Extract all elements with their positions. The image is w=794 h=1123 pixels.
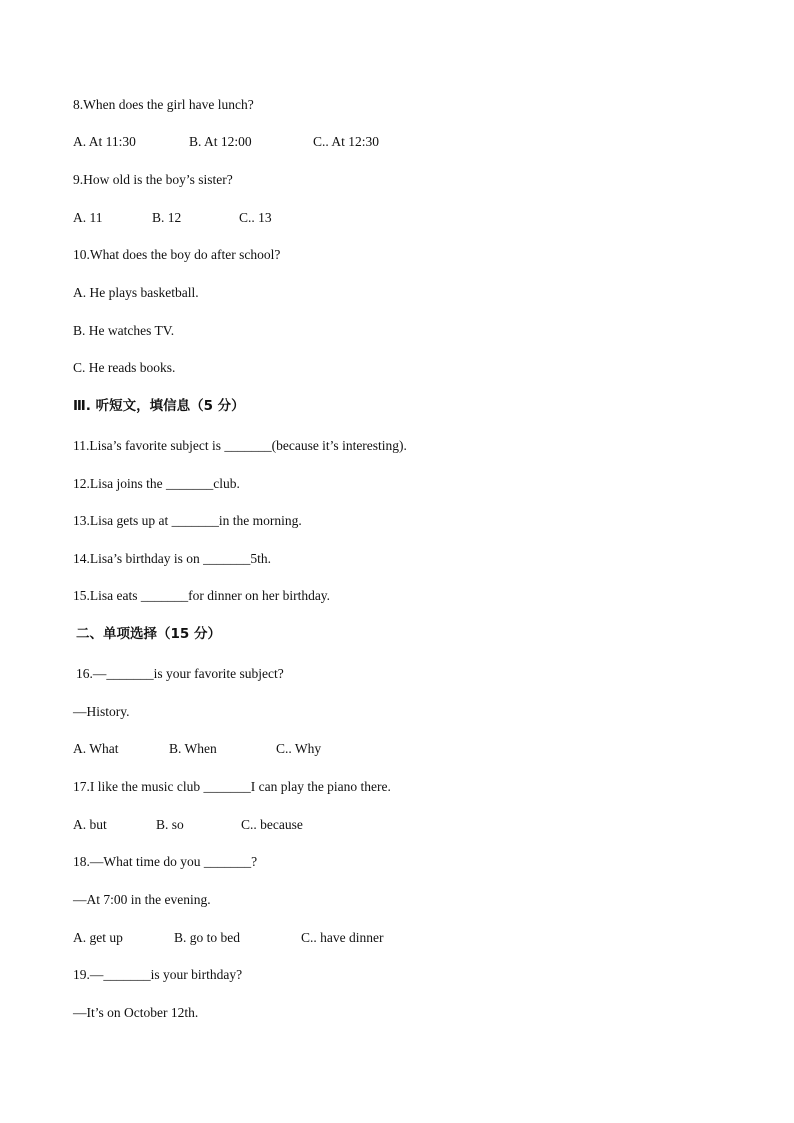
- option-c: C.. Why: [276, 741, 322, 756]
- question-18-answer: —At 7:00 in the evening.: [73, 892, 211, 907]
- option-c: C.. have dinner: [301, 930, 384, 945]
- option-a: A. but: [73, 817, 107, 832]
- question-13: 13.Lisa gets up at _______in the morning.: [73, 513, 302, 528]
- question-8: 8.When does the girl have lunch?: [73, 97, 254, 112]
- question-12: 12.Lisa joins the _______club.: [73, 476, 240, 491]
- option-a: A. 11: [73, 210, 103, 225]
- question-9: 9.How old is the boy’s sister?: [73, 172, 233, 187]
- option-b: B. 12: [152, 210, 182, 225]
- question-10-option-c: C. He reads books.: [73, 360, 176, 375]
- question-16-options: [73, 740, 322, 758]
- section-2-heading: 二、单项选择（15 分）: [76, 626, 221, 642]
- option-c: C.. 13: [239, 210, 272, 225]
- question-19: 19.—_______is your birthday?: [73, 967, 243, 982]
- question-18: 18.—What time do you _______?: [73, 854, 258, 869]
- question-10-option-a: A. He plays basketball.: [73, 285, 199, 300]
- question-8-options: [73, 133, 380, 151]
- question-17-options: [73, 816, 303, 834]
- option-b: B. When: [169, 741, 217, 756]
- question-16-answer: —History.: [73, 704, 130, 719]
- option-c: C.. because: [241, 817, 303, 832]
- question-15: 15.Lisa eats _______for dinner on her birthday.: [73, 588, 331, 603]
- question-9-options: [73, 209, 272, 227]
- question-10-option-b: B. He watches TV.: [73, 323, 175, 338]
- section-3-heading: Ⅲ. 听短文，填信息（5 分）: [73, 398, 245, 414]
- option-b: B. go to bed: [174, 930, 240, 945]
- option-c: C.. At 12:30: [313, 134, 380, 149]
- option-b: B. At 12:00: [189, 134, 252, 149]
- question-18-options: [73, 929, 384, 947]
- question-16: 16.—_______is your favorite subject?: [76, 666, 284, 681]
- option-a: A. What: [73, 741, 119, 756]
- question-19-answer: —It’s on October 12th.: [73, 1005, 199, 1020]
- question-17: 17.I like the music club _______I can play the piano there.: [73, 779, 391, 794]
- option-a: A. get up: [73, 930, 123, 945]
- option-b: B. so: [156, 817, 184, 832]
- question-14: 14.Lisa’s birthday is on _______5th.: [73, 551, 271, 566]
- option-a: A. At 11:30: [73, 134, 136, 149]
- question-10: 10.What does the boy do after school?: [73, 247, 281, 262]
- question-11: 11.Lisa’s favorite subject is _______(because it’s interesting).: [73, 438, 407, 453]
